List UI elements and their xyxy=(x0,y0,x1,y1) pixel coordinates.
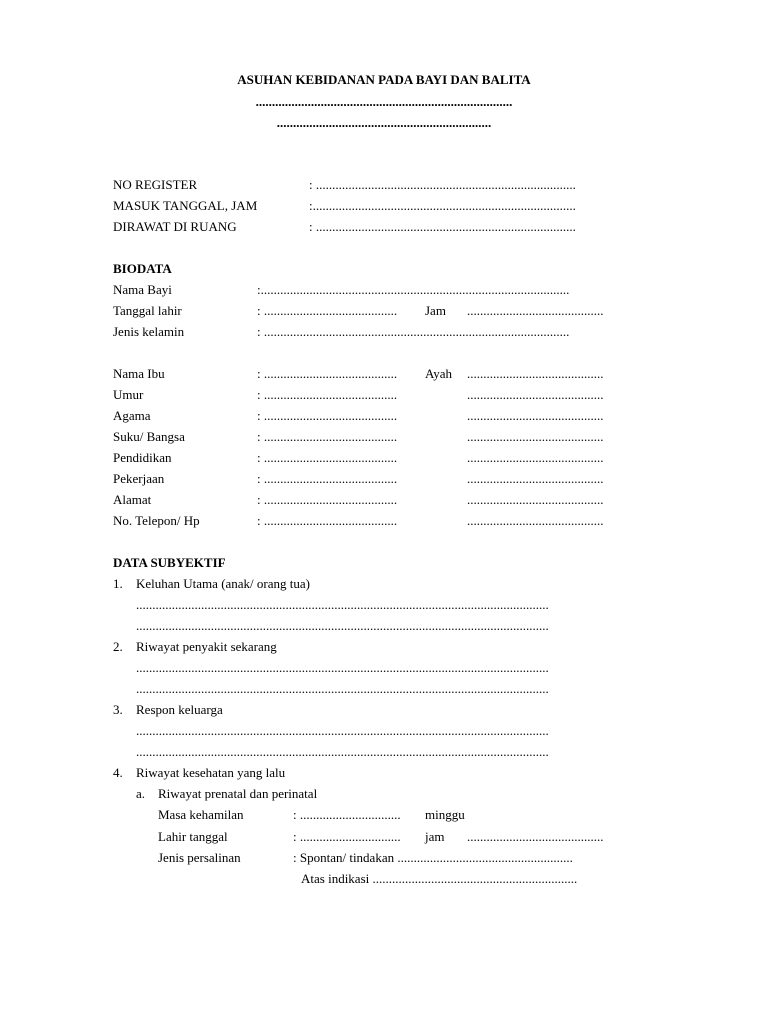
pekerjaan-label: Pekerjaan xyxy=(113,471,165,486)
pendidikan-ayah-field: .......................................... xyxy=(467,450,604,465)
jenis-persalinan-field: : Spontan/ tindakan ...................................................... xyxy=(293,850,573,865)
answer-line: ............................................................................................................................... xyxy=(136,597,549,612)
jenis-persalinan-label: Jenis persalinan xyxy=(158,850,241,865)
dirawat-label: DIRAWAT DI RUANG xyxy=(113,219,237,234)
ayah-field: .......................................... xyxy=(467,366,604,381)
telepon-ayah-field: .......................................... xyxy=(467,513,604,528)
pekerjaan-ayah-field: .......................................... xyxy=(467,471,604,486)
suku-bangsa-label: Suku/ Bangsa xyxy=(113,429,185,444)
nama-bayi-label: Nama Bayi xyxy=(113,282,172,297)
keluhan-utama-label: Keluhan Utama (anak/ orang tua) xyxy=(136,576,310,591)
page-title: ASUHAN KEBIDANAN PADA BAYI DAN BALITA xyxy=(237,72,531,87)
agama-label: Agama xyxy=(113,408,151,423)
telepon-label: No. Telepon/ Hp xyxy=(113,513,200,528)
subyektif-heading: DATA SUBYEKTIF xyxy=(113,555,226,570)
answer-line: ............................................................................................................................... xyxy=(136,723,549,738)
sub-item-letter: a. xyxy=(136,786,146,801)
pendidikan-label: Pendidikan xyxy=(113,450,172,465)
answer-line: ............................................................................................................................... xyxy=(136,618,549,633)
answer-line: ............................................................................................................................... xyxy=(136,744,549,759)
riwayat-penyakit-label: Riwayat penyakit sekarang xyxy=(136,639,277,654)
minggu-unit: minggu xyxy=(425,807,465,822)
lahir-tanggal-label: Lahir tanggal xyxy=(158,829,228,844)
list-item-number: 2. xyxy=(113,639,123,654)
list-item-number: 1. xyxy=(113,576,123,591)
lahir-jam-field: .......................................... xyxy=(467,829,604,844)
no-register-field: : ................................................................................ xyxy=(309,177,576,192)
riwayat-kesehatan-label: Riwayat kesehatan yang lalu xyxy=(136,765,286,780)
alamat-ayah-field: .......................................... xyxy=(467,492,604,507)
telepon-ibu-field: : ......................................... xyxy=(257,513,398,528)
ayah-label: Ayah xyxy=(425,366,452,381)
suku-ibu-field: : ......................................... xyxy=(257,429,398,444)
biodata-heading: BIODATA xyxy=(113,261,172,276)
pendidikan-ibu-field: : ......................................... xyxy=(257,450,398,465)
title-dots-line: ............................................................................... xyxy=(255,94,513,109)
list-item-number: 3. xyxy=(113,702,123,717)
atas-indikasi-field: Atas indikasi ............................................................... xyxy=(301,871,578,886)
jam-unit: jam xyxy=(425,829,445,844)
umur-ibu-field: : ......................................... xyxy=(257,387,398,402)
respon-keluarga-label: Respon keluarga xyxy=(136,702,223,717)
alamat-label: Alamat xyxy=(113,492,152,507)
jam-field: .......................................... xyxy=(467,303,604,318)
masa-kehamilan-field: : ............................... xyxy=(293,807,401,822)
masuk-label: MASUK TANGGAL, JAM xyxy=(113,198,258,213)
umur-ayah-field: .......................................... xyxy=(467,387,604,402)
agama-ibu-field: : ......................................... xyxy=(257,408,398,423)
riwayat-prenatal-label: Riwayat prenatal dan perinatal xyxy=(158,786,318,801)
no-register-label: NO REGISTER xyxy=(113,177,198,192)
list-item-number: 4. xyxy=(113,765,123,780)
jenis-kelamin-label: Jenis kelamin xyxy=(113,324,185,339)
umur-label: Umur xyxy=(113,387,144,402)
jenis-kelamin-field: : .............................................................................................. xyxy=(257,324,570,339)
nama-ibu-label: Nama Ibu xyxy=(113,366,165,381)
title-dots-line: .................................................................. xyxy=(276,115,492,130)
jam-label: Jam xyxy=(425,303,446,318)
answer-line: ............................................................................................................................... xyxy=(136,660,549,675)
nama-bayi-field: :............................................................................................... xyxy=(257,282,570,297)
suku-ayah-field: .......................................... xyxy=(467,429,604,444)
nama-ibu-field: : ......................................... xyxy=(257,366,398,381)
answer-line: ............................................................................................................................... xyxy=(136,681,549,696)
alamat-ibu-field: : ......................................... xyxy=(257,492,398,507)
agama-ayah-field: .......................................... xyxy=(467,408,604,423)
masuk-field: :................................................................................. xyxy=(309,198,576,213)
tanggal-lahir-label: Tanggal lahir xyxy=(113,303,182,318)
lahir-tanggal-field: : ............................... xyxy=(293,829,401,844)
pekerjaan-ibu-field: : ......................................... xyxy=(257,471,398,486)
masa-kehamilan-label: Masa kehamilan xyxy=(158,807,244,822)
tanggal-lahir-field: : ......................................... xyxy=(257,303,398,318)
dirawat-field: : ................................................................................ xyxy=(309,219,576,234)
